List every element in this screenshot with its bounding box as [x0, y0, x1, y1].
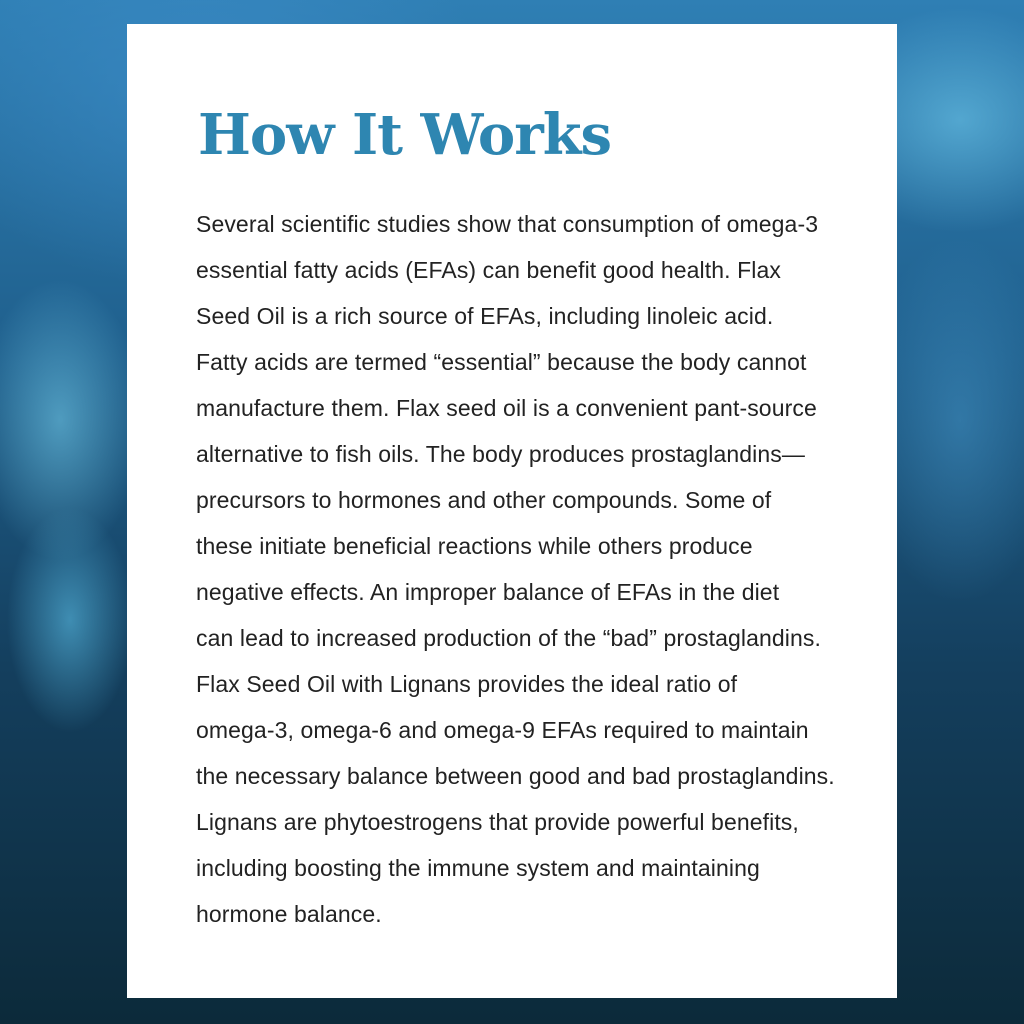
- body-line: Flax Seed Oil with Lignans provides the ideal ratio of: [196, 671, 738, 697]
- body-line: omega-3, omega-6 and omega-9 EFAs required to maintain: [196, 717, 809, 743]
- body-line: precursors to hormones and other compounds. Some of: [196, 487, 772, 513]
- body-line: essential fatty acids (EFAs) can benefit good health. Flax: [196, 257, 781, 283]
- body-text: [196, 208, 876, 944]
- body-line: Fatty acids are termed “essential” because the body cannot: [196, 349, 807, 375]
- body-line: hormone balance.: [196, 901, 382, 927]
- body-line: Lignans are phytoestrogens that provide powerful benefits,: [196, 809, 799, 835]
- page-title: How It Works: [198, 102, 612, 168]
- body-line: the necessary balance between good and bad prostaglandins.: [196, 763, 835, 789]
- body-line: alternative to fish oils. The body produces prostaglandins—: [196, 441, 805, 467]
- content-card: [127, 24, 897, 998]
- body-line: these initiate beneficial reactions while others produce: [196, 533, 753, 559]
- body-line: can lead to increased production of the “bad” prostaglandins.: [196, 625, 821, 651]
- body-line: Seed Oil is a rich source of EFAs, including linoleic acid.: [196, 303, 774, 329]
- body-line: manufacture them. Flax seed oil is a convenient pant-source: [196, 395, 817, 421]
- body-line: including boosting the immune system and maintaining: [196, 855, 760, 881]
- body-line: negative effects. An improper balance of EFAs in the diet: [196, 579, 780, 605]
- body-line: Several scientific studies show that consumption of omega-3: [196, 211, 819, 237]
